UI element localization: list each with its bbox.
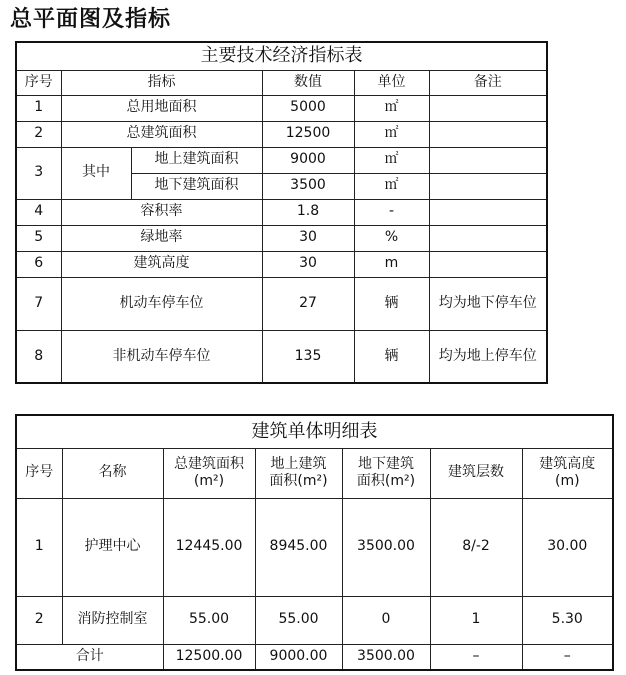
indicator-value: 5000 xyxy=(262,95,354,121)
header-unit: (m²) xyxy=(193,473,225,489)
indicator-note: 均为地下停车位 xyxy=(429,277,547,330)
indicator-note xyxy=(429,147,547,173)
indicator-value: 3500 xyxy=(262,173,354,199)
building-name: 消防控制室 xyxy=(62,596,163,644)
table-header-row xyxy=(16,448,613,498)
indicator-value: 12500 xyxy=(262,121,354,147)
indicator-name: 地下建筑面积 xyxy=(131,173,262,199)
header-cell xyxy=(163,448,255,498)
header-line: 名称 xyxy=(98,464,127,481)
indicator-unit: - xyxy=(354,199,429,225)
header-unit: 面积(m²) xyxy=(269,473,328,489)
table-row xyxy=(16,251,547,277)
page-title: 总平面图及指标 xyxy=(10,7,172,32)
indicator-name: 绿地率 xyxy=(61,225,262,251)
header-cell xyxy=(62,448,163,498)
indicator-value: 30 xyxy=(262,251,354,277)
header-line: 地上建筑 xyxy=(270,455,327,472)
row-number: 2 xyxy=(16,121,61,147)
building-height: 5.30 xyxy=(522,596,613,644)
header-cell xyxy=(16,448,62,498)
table-row xyxy=(16,147,547,173)
row-number: 7 xyxy=(16,277,61,330)
above-area: 55.00 xyxy=(255,596,342,644)
table-row xyxy=(16,225,547,251)
indicator-unit: ㎡ xyxy=(354,173,429,199)
header-cell: 指标 xyxy=(61,70,262,95)
group-label: 其中 xyxy=(61,147,131,199)
indicator-unit: ㎡ xyxy=(354,121,429,147)
indicator-name: 建筑高度 xyxy=(61,251,262,277)
indicator-note xyxy=(429,95,547,121)
row-number: 5 xyxy=(16,225,61,251)
header-line: 地下建筑 xyxy=(358,455,414,472)
indicator-name: 总建筑面积 xyxy=(61,121,262,147)
floor-count: 1 xyxy=(430,596,522,644)
total-area: 55.00 xyxy=(163,596,255,644)
header-line: 序号 xyxy=(25,464,54,481)
indicator-name: 地上建筑面积 xyxy=(131,147,262,173)
indicator-note xyxy=(429,121,547,147)
row-number: 6 xyxy=(16,251,61,277)
table-row xyxy=(16,95,547,121)
header-cell xyxy=(255,448,342,498)
indicator-value: 30 xyxy=(262,225,354,251)
indicator-name: 容积率 xyxy=(61,199,262,225)
row-number: 8 xyxy=(16,330,61,383)
indicator-unit: m xyxy=(354,251,429,277)
indicator-note: 均为地上停车位 xyxy=(429,330,547,383)
row-number: 4 xyxy=(16,199,61,225)
indicator-unit: 辆 xyxy=(354,330,429,383)
table-row xyxy=(16,121,547,147)
above-area: 9000.00 xyxy=(255,644,342,670)
building-height: – xyxy=(522,644,613,670)
table-row xyxy=(16,498,613,596)
total-area: 12500.00 xyxy=(163,644,255,670)
header-line: 建筑层数 xyxy=(448,464,504,481)
indicator-note xyxy=(429,225,547,251)
floor-count: – xyxy=(430,644,522,670)
indicator-unit: ㎡ xyxy=(354,147,429,173)
indicator-value: 9000 xyxy=(262,147,354,173)
table-row xyxy=(16,277,547,330)
indicator-value: 1.8 xyxy=(262,199,354,225)
header-unit: (m) xyxy=(554,473,580,489)
row-number: 2 xyxy=(16,596,62,644)
indicator-note xyxy=(429,173,547,199)
total-label: 合计 xyxy=(16,644,163,670)
row-number: 1 xyxy=(16,95,61,121)
indicator-value: 27 xyxy=(262,277,354,330)
header-line: 建筑高度 xyxy=(539,455,596,472)
header-cell xyxy=(342,448,430,498)
below-area: 3500.00 xyxy=(342,644,430,670)
header-unit: 面积(m²) xyxy=(356,473,416,489)
building-name: 护理中心 xyxy=(62,498,163,596)
indicator-value: 135 xyxy=(262,330,354,383)
table-row xyxy=(16,596,613,644)
below-area: 0 xyxy=(342,596,430,644)
table-title: 主要技术经济指标表 xyxy=(16,42,547,70)
indicator-name: 机动车停车位 xyxy=(61,277,262,330)
header-cell: 单位 xyxy=(354,70,429,95)
header-cell xyxy=(522,448,613,498)
header-cell xyxy=(430,448,522,498)
indicator-unit: ㎡ xyxy=(354,95,429,121)
row-number: 3 xyxy=(16,147,61,199)
indicator-note xyxy=(429,251,547,277)
technical-indicators-table xyxy=(15,41,548,384)
header-cell: 序号 xyxy=(16,70,61,95)
row-number: 1 xyxy=(16,498,62,596)
above-area: 8945.00 xyxy=(255,498,342,596)
total-area: 12445.00 xyxy=(163,498,255,596)
below-area: 3500.00 xyxy=(342,498,430,596)
header-line: 总建筑面积 xyxy=(174,455,244,472)
header-cell: 备注 xyxy=(429,70,547,95)
floor-count: 8/-2 xyxy=(430,498,522,596)
table-header-row xyxy=(16,70,547,95)
indicator-name: 非机动车停车位 xyxy=(61,330,262,383)
table-title: 建筑单体明细表 xyxy=(16,415,613,448)
building-height: 30.00 xyxy=(522,498,613,596)
total-row xyxy=(16,644,613,670)
table-row xyxy=(16,199,547,225)
indicator-unit: 辆 xyxy=(354,277,429,330)
header-cell: 数值 xyxy=(262,70,354,95)
table-row xyxy=(16,330,547,383)
indicator-name: 总用地面积 xyxy=(61,95,262,121)
building-details-table xyxy=(15,414,614,671)
indicator-unit: % xyxy=(354,225,429,251)
indicator-note xyxy=(429,199,547,225)
